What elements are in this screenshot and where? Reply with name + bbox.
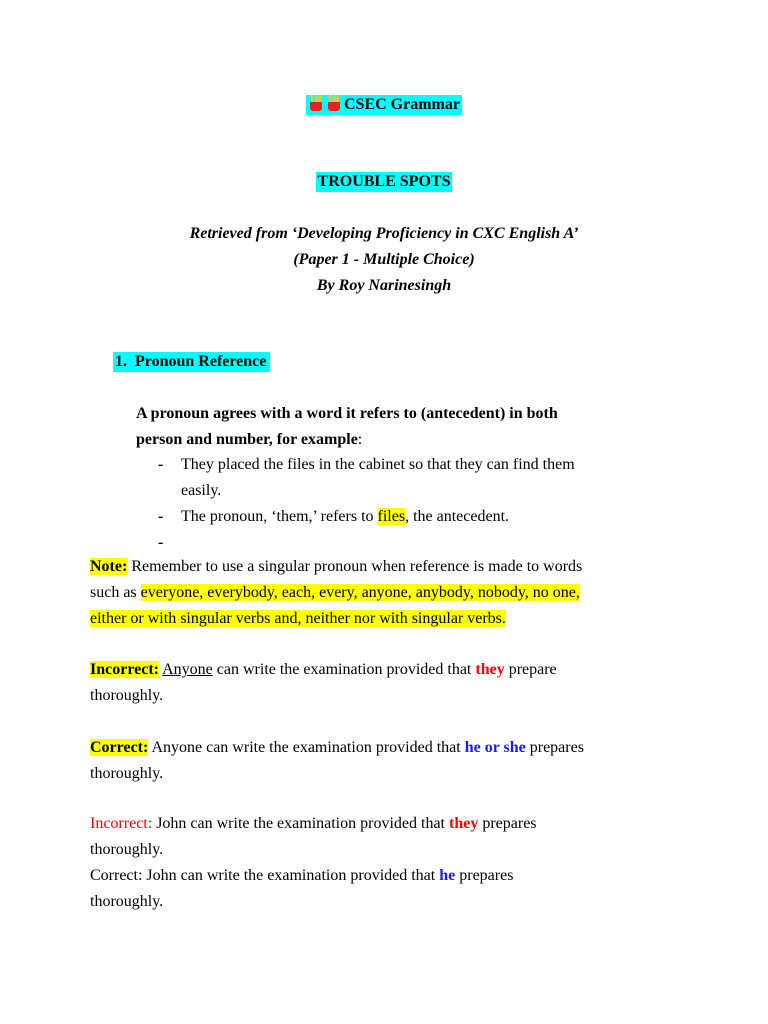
example-2-line-2: thoroughly. [90, 765, 164, 782]
rule-line-2-text: person and number, for example [136, 431, 358, 448]
bullet-2-highlight: files [377, 508, 406, 525]
note-line-2 [90, 582, 580, 604]
section-title: Pronoun Reference [135, 353, 267, 370]
note-line-3 [90, 608, 506, 630]
note-line-1 [90, 556, 582, 578]
heading-text: TROUBLE SPOTS [317, 173, 451, 190]
note-text: such as [90, 584, 141, 601]
example-1-text: can write the examination provided that [212, 661, 476, 678]
source-line-3: By Roy Narinesingh [316, 277, 452, 294]
example-2-pronoun: he or she [464, 739, 526, 756]
rule-line-2-colon: : [357, 431, 363, 448]
french-fries-icon [308, 94, 324, 111]
incorrect-label: Incorrect: [90, 815, 153, 832]
bullet-dash: - [158, 456, 164, 473]
bullet-2 [181, 506, 509, 528]
french-fries-icon [326, 94, 342, 111]
example-1-text-end: prepare [504, 661, 557, 678]
example-3-text-end: prepares [478, 815, 537, 832]
example-3-pronoun: they [449, 815, 479, 832]
incorrect-label: Incorrect: [90, 661, 159, 678]
correct-label: Correct: [90, 867, 143, 884]
example-3-line-2: thoroughly. [90, 841, 164, 858]
bullet-dash: - [158, 534, 164, 551]
example-1-line-2: thoroughly. [90, 687, 164, 704]
document-title [0, 94, 768, 116]
section-heading-highlight [113, 352, 270, 372]
example-4-text: John can write the examination provided that [142, 867, 440, 884]
section-number: 1. [115, 353, 127, 370]
example-3-line-1 [90, 813, 537, 835]
note-highlight: everyone, everybody, each, every, anyone, anybody, nobody, no one, [140, 584, 580, 601]
example-1-line-1 [90, 659, 557, 681]
source-line-2: (Paper 1 - Multiple Choice) [293, 251, 475, 268]
note-label: Note: [90, 558, 128, 575]
bullet-1-line-2: easily. [181, 482, 222, 499]
section-heading [113, 351, 270, 373]
example-4-text-end: prepares [455, 867, 514, 884]
page-heading [0, 171, 768, 193]
bullet-2-text-end: , the antecedent. [405, 508, 510, 525]
bullet-dash: - [158, 508, 164, 525]
source-line-1: Retrieved from ‘Developing Proficiency in CXC English A’ [189, 225, 579, 242]
example-4-line-1 [90, 865, 513, 887]
example-3-text: John can write the examination provided that [152, 815, 449, 832]
note-text: Remember to use a singular pronoun when reference is made to words [127, 558, 583, 575]
correct-label: Correct: [90, 739, 149, 756]
example-4-line-2: thoroughly. [90, 893, 164, 910]
bullet-1-line-1: They placed the files in the cabinet so that they can find them [181, 456, 575, 473]
example-2-text-end: prepares [525, 739, 584, 756]
example-4-pronoun: he [439, 867, 456, 884]
rule-line-1: A pronoun agrees with a word it refers to (antecedent) in both [136, 405, 558, 422]
example-2-text: Anyone can write the examination provided that [148, 739, 465, 756]
bullet-2-text: The pronoun, ‘them,’ refers to [181, 508, 378, 525]
example-1-pronoun: they [475, 661, 505, 678]
title-highlight [306, 95, 462, 115]
rule-line-2 [136, 429, 362, 451]
example-1-underlined-word: Anyone [162, 661, 213, 678]
title-text: CSEC Grammar [344, 96, 460, 113]
example-2-line-1 [90, 737, 584, 759]
note-highlight: either or with singular verbs and, neither nor with singular verbs. [90, 610, 506, 627]
